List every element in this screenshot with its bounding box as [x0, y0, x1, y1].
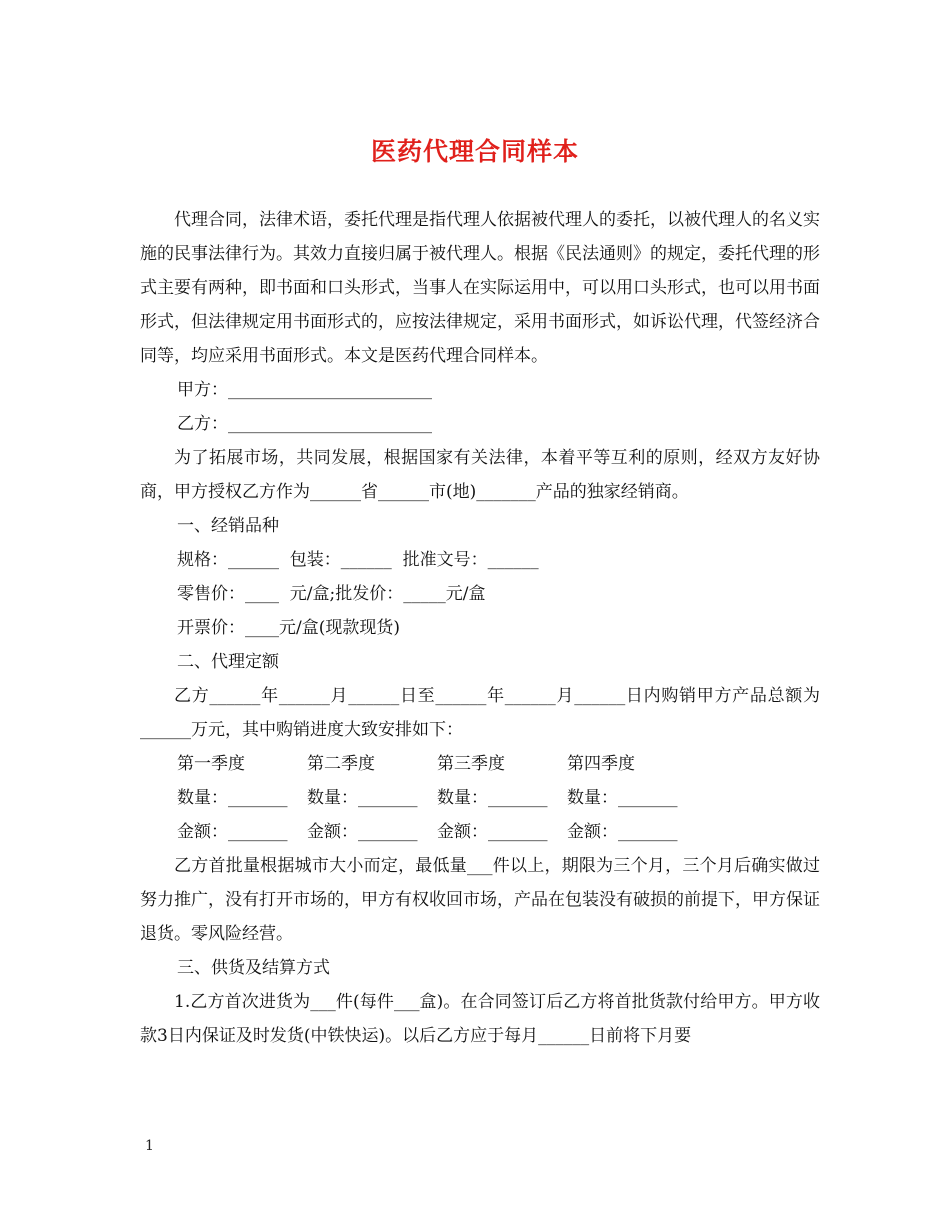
quarter-header: 第三季度	[437, 754, 505, 774]
quarter-amount: 金额：_______	[437, 822, 548, 842]
intro-paragraph: 代理合同，法律术语，委托代理是指代理人依据被代理人的委托，以被代理人的名义实施的民事法律行为。其效力直接归属于被代理人。根据《民法通则》的规定，委托代理的形式主要有两种，即书面和口头形式，当事人在实际运用中，可以用口头形式，也可以用书面形式，但法律规定用书面形式的，应按法律规定，采用书面形式，如诉讼代理，代签经济合同等，均应采用书面形式。本文是医药代理合同样本。	[140, 210, 820, 366]
first-batch-paragraph: 乙方首批量根据城市大小而定，最低量___件以上，期限为三个月，三个月后确实做过努力推广，没有打开市场的，甲方有权收回市场，产品在包装没有破损的前提下，甲方保证退货。零风险经营。	[140, 856, 820, 944]
quarter-header-row	[140, 747, 820, 781]
quarter-quantity: 数量：_______	[437, 788, 548, 808]
quarter-header: 第一季度	[177, 754, 245, 774]
quarter-amount-row	[140, 815, 820, 849]
spec-line: 规格：______ 包装：______ 批准文号：______	[177, 550, 539, 570]
quarter-quantity: 数量：_______	[177, 788, 288, 808]
quarter-quantity-row	[140, 781, 820, 815]
quarter-amount: 金额：_______	[567, 822, 678, 842]
price-line: 零售价：____ 元/盒;批发价：_____元/盒	[177, 584, 486, 604]
document-body	[140, 203, 820, 1053]
quarter-header: 第二季度	[307, 754, 375, 774]
party-b-line: 乙方：________________________	[177, 414, 432, 434]
quarter-amount: 金额：_______	[177, 822, 288, 842]
quarter-quantity: 数量：_______	[307, 788, 418, 808]
page-number: 1	[145, 1138, 154, 1154]
section-3-heading: 三、供货及结算方式	[177, 958, 330, 978]
quarter-quantity: 数量：_______	[567, 788, 678, 808]
party-a-line: 甲方：________________________	[177, 380, 432, 400]
invoice-price-line: 开票价：____元/盒(现款现货)	[177, 618, 400, 638]
section-1-heading: 一、经销品种	[177, 516, 279, 536]
supply-paragraph-1: 1.乙方首次进货为___件(每件___盒)。在合同签订后乙方将首批货款付给甲方。甲方收款3日内保证及时发货(中铁快运)。以后乙方应于每月______日前将下月要	[140, 992, 820, 1046]
expand-market-paragraph: 为了拓展市场，共同发展，根据国家有关法律，本着平等互利的原则，经双方友好协商，甲方授权乙方作为______省______市(地)_______产品的独家经销商。	[140, 448, 820, 502]
page-title: 医药代理合同样本	[370, 137, 579, 166]
section-2-heading: 二、代理定额	[177, 652, 279, 672]
quarter-header: 第四季度	[567, 754, 635, 774]
quarter-amount: 金额：_______	[307, 822, 418, 842]
quota-paragraph: 乙方______年______月______日至______年______月______日内购销甲方产品总额为______万元，其中购销进度大致安排如下：	[140, 686, 820, 740]
